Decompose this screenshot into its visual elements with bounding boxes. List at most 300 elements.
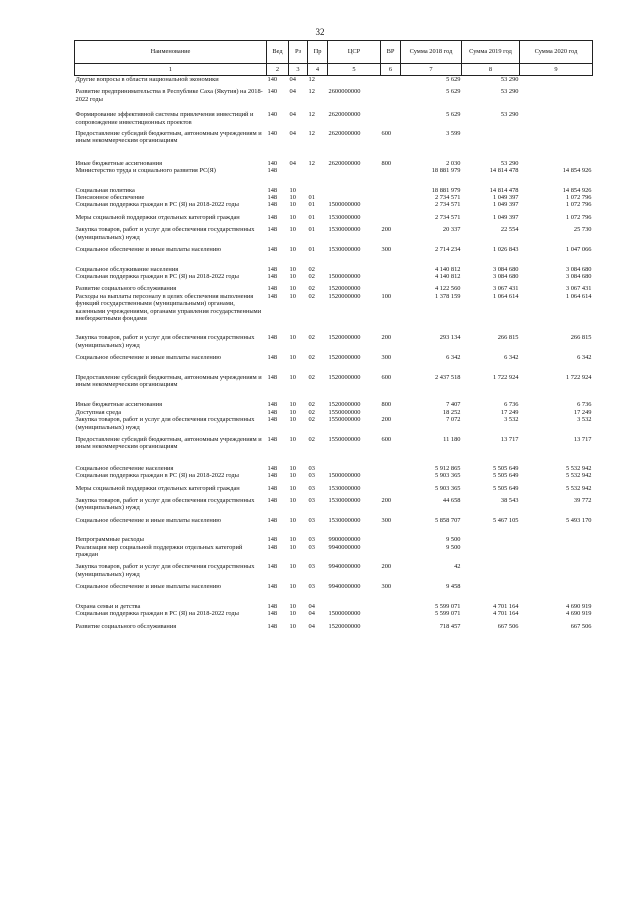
cell-rz: 10 [289, 408, 296, 416]
cell-sum-2018: 5 903 365 [434, 472, 461, 480]
cell-sum-2019: 1 049 397 [492, 194, 519, 202]
cell-csr: 1530000000 [328, 497, 361, 505]
cell-rz: 10 [289, 354, 296, 362]
cell-ved: 148 [267, 497, 278, 505]
cell-name: Закупка товаров, работ и услуг для обеспечения государственных (муниципальных) нужд [75, 497, 255, 512]
cell-pr: 01 [308, 194, 315, 202]
cell-sum-2018: 4 122 560 [434, 285, 461, 293]
cell-sum-2018: 9 500 [446, 536, 461, 544]
table-row [75, 167, 593, 174]
cell-name: Закупка товаров, работ и услуг для обеспечения государственных (муниципальных) нужд [75, 416, 255, 431]
cell-sum-2020: 3 084 680 [565, 272, 592, 280]
cell-csr [328, 194, 381, 201]
row-spacer [75, 254, 593, 266]
cell-sum-2019: 5 505 649 [492, 464, 519, 472]
cell-sum-2018: 5 629 [446, 111, 461, 119]
cell-csr: 1530000000 [328, 484, 361, 492]
cell-csr [328, 76, 381, 84]
row-spacer-cell [75, 175, 593, 187]
cell-vr [381, 111, 401, 126]
cell-sum-2019 [462, 536, 520, 543]
cell-pr: 03 [308, 583, 315, 591]
column-number: 7 [401, 64, 462, 76]
header-csr: ЦСР [328, 41, 381, 64]
cell-csr: 1550000000 [328, 416, 361, 424]
cell-pr: 02 [308, 285, 315, 293]
cell-ved: 148 [267, 472, 278, 480]
cell-pr: 04 [308, 602, 315, 610]
cell-pr: 02 [308, 373, 315, 381]
cell-sum-2019: 6 342 [504, 354, 519, 362]
cell-rz: 10 [289, 201, 296, 209]
cell-pr: 02 [308, 401, 315, 409]
cell-rz: 10 [289, 464, 296, 472]
cell-sum-2020: 1 072 796 [565, 213, 592, 221]
cell-sum-2018: 5 903 365 [434, 484, 461, 492]
cell-rz: 10 [289, 536, 296, 544]
table-row [75, 409, 593, 416]
cell-sum-2019: 17 249 [500, 408, 519, 416]
table-row [75, 273, 593, 280]
cell-sum-2019: 53 290 [500, 111, 519, 119]
cell-pr: 02 [308, 354, 315, 362]
table-row [75, 130, 593, 145]
cell-rz [289, 167, 308, 174]
cell-csr [328, 603, 381, 610]
column-number: 9 [520, 64, 593, 76]
row-spacer-cell [75, 451, 593, 465]
cell-name: Социальная поддержка граждан в РС (Я) на 2018-2022 годы [75, 610, 239, 618]
cell-rz: 10 [289, 213, 296, 221]
cell-name: Меры социальной поддержки отдельных категорий граждан [75, 213, 240, 221]
cell-name: Закупка товаров, работ и услуг для обеспечения государственных (муниципальных) нужд [75, 334, 255, 349]
table-row [75, 497, 593, 512]
table-row [75, 610, 593, 617]
cell-sum-2019: 4 701 164 [492, 602, 519, 610]
cell-rz: 10 [289, 610, 296, 618]
cell-name: Формирование эффективной системы привлечения инвестиций и сопровождение инвестиционных проектов [75, 111, 254, 126]
cell-sum-2018: 718 457 [439, 622, 461, 630]
cell-vr: 800 [381, 159, 392, 167]
cell-sum-2019: 14 814 478 [489, 167, 519, 175]
cell-ved: 148 [267, 484, 278, 492]
cell-sum-2018: 18 881 979 [431, 186, 461, 194]
table-row [75, 214, 593, 221]
cell-pr: 02 [308, 334, 315, 342]
cell-sum-2019: 1 049 397 [492, 213, 519, 221]
header-sum-2019: Сумма 2019 год [462, 41, 520, 64]
cell-sum-2020: 3 067 431 [565, 285, 592, 293]
cell-sum-2018: 5 912 865 [434, 464, 461, 472]
cell-sum-2019: 53 290 [500, 88, 519, 96]
cell-pr: 12 [308, 76, 315, 83]
table-row [75, 187, 593, 194]
cell-vr: 200 [381, 563, 392, 571]
cell-pr: 02 [308, 436, 315, 443]
cell-csr: 1520000000 [328, 622, 361, 630]
cell-ved: 148 [267, 186, 278, 194]
cell-vr [381, 214, 401, 221]
column-number: 6 [381, 64, 401, 76]
cell-sum-2018: 2 734 571 [434, 213, 461, 221]
cell-vr [381, 201, 401, 208]
cell-ved: 140 [267, 159, 278, 167]
cell-rz: 10 [289, 563, 296, 571]
cell-sum-2020: 667 506 [570, 622, 592, 630]
cell-sum-2018: 6 342 [446, 354, 461, 362]
table-row [75, 201, 593, 208]
cell-name: Иные бюджетные ассигнования [75, 159, 163, 167]
cell-sum-2019: 1 026 843 [492, 246, 519, 254]
cell-sum-2019 [462, 544, 520, 559]
cell-pr: 12 [308, 159, 315, 167]
row-spacer-cell [75, 524, 593, 536]
cell-csr: 1530000000 [328, 516, 361, 524]
column-number: 2 [267, 64, 289, 76]
cell-sum-2020: 1 064 614 [565, 292, 592, 300]
cell-pr: 04 [308, 622, 315, 630]
cell-name: Социальная поддержка граждан в РС (Я) на 2018-2022 годы [75, 201, 239, 209]
cell-rz: 10 [289, 265, 296, 273]
header-vr: ВР [381, 41, 401, 64]
cell-csr: 1500000000 [328, 272, 361, 280]
cell-vr: 600 [381, 130, 392, 138]
cell-pr: 02 [308, 292, 315, 300]
table-row [75, 544, 593, 559]
cell-csr: 9940000000 [328, 563, 361, 571]
cell-sum-2020: 5 532 942 [565, 484, 592, 492]
column-number: 5 [328, 64, 381, 76]
cell-pr: 04 [308, 610, 315, 618]
cell-ved: 148 [267, 246, 278, 254]
cell-ved: 148 [267, 563, 278, 571]
cell-csr [328, 266, 381, 273]
cell-name: Министерство труда и социального развития РС(Я) [75, 167, 216, 175]
cell-rz: 10 [289, 472, 296, 480]
table-row [75, 246, 593, 253]
table-row [75, 293, 593, 323]
cell-pr: 12 [308, 88, 315, 96]
cell-sum-2019: 1 064 614 [492, 292, 519, 300]
cell-ved: 148 [267, 536, 278, 544]
cell-rz: 10 [289, 602, 296, 610]
cell-ved: 148 [267, 226, 278, 234]
cell-ved: 148 [267, 622, 278, 630]
cell-vr [381, 273, 401, 280]
cell-rz: 10 [289, 334, 296, 342]
table-row [75, 266, 593, 273]
row-spacer [75, 362, 593, 374]
table-row [75, 623, 593, 630]
table-row [75, 401, 593, 408]
cell-name: Социальное обслуживание населения [75, 265, 179, 273]
row-spacer [75, 388, 593, 401]
cell-name: Социальное обеспечение и иные выплаты населению [75, 583, 222, 591]
table-body [75, 76, 593, 630]
cell-ved: 148 [267, 408, 278, 416]
cell-sum-2020 [520, 160, 593, 167]
cell-ved: 148 [267, 610, 278, 618]
cell-sum-2020: 1 047 066 [565, 246, 592, 254]
cell-ved: 148 [267, 354, 278, 362]
cell-vr [381, 472, 401, 479]
cell-sum-2020: 13 717 [573, 436, 592, 443]
cell-ved: 148 [267, 401, 278, 409]
cell-vr [381, 194, 401, 201]
column-number: 4 [308, 64, 328, 76]
cell-rz: 10 [289, 484, 296, 492]
cell-rz: 04 [289, 88, 296, 96]
cell-vr [381, 409, 401, 416]
cell-sum-2018: 20 337 [442, 226, 461, 234]
cell-name: Реализация мер социальной поддержки отдельных категорий граждан [75, 543, 243, 559]
cell-sum-2018: 2 734 571 [434, 201, 461, 209]
cell-rz: 10 [289, 436, 296, 443]
cell-rz: 10 [289, 583, 296, 591]
cell-name: Охрана семьи и детства [75, 602, 141, 610]
cell-ved: 148 [267, 602, 278, 610]
cell-pr: 03 [308, 497, 315, 505]
cell-sum-2019: 3 084 680 [492, 265, 519, 273]
cell-ved: 148 [267, 167, 278, 175]
cell-ved: 148 [267, 285, 278, 293]
table-row [75, 334, 593, 349]
cell-csr: 1520000000 [328, 334, 361, 342]
column-number: 8 [462, 64, 520, 76]
table-row [75, 226, 593, 241]
row-spacer-cell [75, 254, 593, 266]
cell-ved: 148 [267, 583, 278, 591]
row-spacer [75, 145, 593, 160]
row-spacer [75, 591, 593, 603]
cell-sum-2018: 3 599 [446, 130, 461, 138]
cell-sum-2019: 667 506 [497, 622, 519, 630]
cell-name: Социальное обеспечение и иные выплаты населению [75, 354, 222, 362]
cell-name: Предоставление субсидий бюджетным, автономным учреждениям и иным некоммерческим организациям [75, 373, 262, 388]
cell-rz: 10 [289, 401, 296, 409]
cell-csr: 1500000000 [328, 201, 361, 209]
budget-table [74, 40, 593, 630]
row-spacer-cell [75, 388, 593, 401]
cell-name: Иные бюджетные ассигнования [75, 401, 163, 409]
cell-sum-2018: 2 437 518 [434, 373, 461, 381]
cell-ved: 148 [267, 265, 278, 273]
cell-sum-2019: 5 467 105 [492, 516, 519, 524]
cell-sum-2020: 266 815 [570, 334, 592, 342]
cell-ved: 148 [267, 272, 278, 280]
cell-rz: 10 [289, 543, 296, 551]
cell-sum-2020 [520, 130, 593, 145]
cell-sum-2020: 1 072 796 [565, 194, 592, 202]
cell-csr: 2600000000 [328, 88, 361, 96]
row-spacer-cell [75, 145, 593, 160]
column-number: 1 [75, 64, 267, 76]
cell-sum-2020 [520, 88, 593, 103]
cell-pr: 12 [308, 111, 315, 119]
cell-sum-2019 [462, 563, 520, 578]
cell-sum-2020: 1 072 796 [565, 201, 592, 209]
cell-sum-2020: 4 690 919 [565, 610, 592, 618]
cell-rz: 04 [289, 76, 296, 83]
cell-csr: 1530000000 [328, 246, 361, 254]
cell-sum-2020: 25 730 [573, 226, 592, 234]
cell-csr: 1530000000 [328, 226, 361, 234]
row-spacer [75, 103, 593, 111]
cell-sum-2018: 7 407 [446, 401, 461, 409]
cell-vr [381, 536, 401, 543]
cell-pr: 02 [308, 265, 315, 273]
cell-vr: 100 [381, 292, 392, 300]
cell-sum-2018: 2 030 [446, 159, 461, 167]
cell-csr: 1550000000 [328, 408, 361, 416]
cell-ved: 148 [267, 543, 278, 551]
cell-csr: 1520000000 [328, 285, 361, 293]
cell-rz: 10 [289, 416, 296, 424]
cell-rz: 10 [289, 497, 296, 505]
cell-csr: 1520000000 [328, 401, 361, 409]
table-row [75, 354, 593, 361]
cell-sum-2019 [462, 583, 520, 590]
cell-sum-2018: 11 180 [443, 436, 461, 443]
cell-sum-2018: 5 858 707 [434, 516, 461, 524]
cell-name: Расходы на выплаты персоналу в целях обеспечения выполнения функций государственными (муниципальными) органами, казенными учреждениями, органами управления государственными внебюджетными фондами [75, 292, 262, 322]
cell-ved: 148 [267, 292, 278, 300]
cell-sum-2018: 4 140 812 [434, 265, 461, 273]
cell-sum-2019: 5 505 649 [492, 472, 519, 480]
cell-name: Социальная поддержка граждан в РС (Я) на 2018-2022 годы [75, 272, 239, 280]
cell-sum-2020 [520, 111, 593, 126]
cell-vr: 300 [381, 516, 392, 524]
cell-pr: 03 [308, 464, 315, 472]
cell-sum-2020: 5 532 942 [565, 464, 592, 472]
cell-vr [381, 465, 401, 472]
cell-sum-2018: 5 599 071 [434, 610, 461, 618]
row-spacer-cell [75, 362, 593, 374]
cell-csr [328, 167, 381, 174]
cell-ved: 140 [267, 88, 278, 96]
cell-name: Доступная среда [75, 408, 122, 416]
cell-pr: 01 [308, 201, 315, 209]
cell-sum-2020: 5 493 170 [565, 516, 592, 524]
cell-name: Социальная поддержка граждан в РС (Я) на 2018-2022 годы [75, 472, 239, 480]
cell-csr: 2620000000 [328, 159, 361, 167]
cell-sum-2020: 3 084 680 [565, 265, 592, 273]
cell-sum-2020: 5 532 942 [565, 472, 592, 480]
cell-vr [381, 623, 401, 630]
table-row [75, 416, 593, 431]
cell-ved: 148 [267, 416, 278, 424]
cell-rz: 10 [289, 186, 296, 194]
cell-vr [381, 266, 401, 273]
cell-csr: 1500000000 [328, 610, 361, 618]
cell-pr: 03 [308, 543, 315, 551]
cell-vr: 200 [381, 334, 392, 342]
cell-rz: 10 [289, 246, 296, 254]
cell-vr: 200 [381, 416, 392, 424]
cell-ved: 148 [267, 201, 278, 209]
cell-csr: 2620000000 [328, 111, 361, 119]
column-number: 3 [289, 64, 308, 76]
cell-sum-2018: 44 658 [442, 497, 461, 505]
cell-vr [381, 285, 401, 292]
cell-name: Социальное обеспечение и иные выплаты населению [75, 516, 222, 524]
cell-sum-2018: 9 458 [446, 583, 461, 591]
cell-sum-2019: 13 717 [500, 436, 519, 443]
cell-pr: 02 [308, 272, 315, 280]
cell-sum-2018: 2 714 234 [434, 246, 461, 254]
cell-rz: 04 [289, 111, 296, 119]
cell-rz: 10 [289, 622, 296, 630]
cell-ved: 140 [267, 130, 278, 138]
cell-name: Развитие социального обслуживания [75, 285, 177, 293]
cell-sum-2019: 266 815 [497, 334, 519, 342]
table-row [75, 374, 593, 389]
cell-sum-2020: 3 532 [577, 416, 592, 424]
cell-ved: 148 [267, 213, 278, 221]
cell-sum-2020 [520, 583, 593, 590]
cell-sum-2020 [520, 544, 593, 559]
cell-sum-2020: 4 690 919 [565, 602, 592, 610]
cell-sum-2018: 5 629 [446, 76, 461, 83]
header-pr: Пр [308, 41, 328, 64]
cell-name: Предоставление субсидий бюджетным, автономным учреждениям и иным некоммерческим организациям [75, 436, 262, 451]
header-rz: Рз [289, 41, 308, 64]
cell-pr: 03 [308, 472, 315, 480]
cell-pr [308, 187, 328, 194]
cell-sum-2019: 14 814 478 [489, 186, 519, 194]
cell-csr: 1550000000 [328, 436, 361, 443]
cell-ved: 148 [267, 516, 278, 524]
header-name: Наименование [75, 41, 267, 64]
table-row [75, 160, 593, 167]
cell-ved: 148 [267, 464, 278, 472]
cell-rz: 10 [289, 285, 296, 293]
cell-pr: 03 [308, 516, 315, 524]
cell-sum-2019: 53 290 [500, 159, 519, 167]
cell-vr: 800 [381, 401, 392, 409]
cell-ved: 148 [267, 373, 278, 381]
table-row [75, 88, 593, 103]
table-row [75, 194, 593, 201]
table-row [75, 472, 593, 479]
cell-sum-2020: 39 772 [573, 497, 592, 505]
cell-sum-2019: 6 736 [504, 401, 519, 409]
cell-csr [328, 465, 381, 472]
cell-vr [381, 485, 401, 492]
cell-pr: 12 [308, 130, 315, 138]
cell-sum-2018: 4 140 812 [434, 272, 461, 280]
row-spacer [75, 524, 593, 536]
row-spacer-cell [75, 591, 593, 603]
cell-csr: 9900000000 [328, 536, 361, 544]
cell-pr: 02 [308, 408, 315, 416]
cell-csr: 9940000000 [328, 543, 361, 551]
page-number: 32 [315, 27, 325, 37]
cell-sum-2018: 7 072 [446, 416, 461, 424]
cell-vr: 300 [381, 246, 392, 254]
header-ved: Вед [267, 41, 289, 64]
cell-rz: 04 [289, 159, 296, 167]
cell-csr: 1520000000 [328, 354, 361, 362]
cell-vr [381, 88, 401, 103]
cell-sum-2020: 14 854 926 [562, 167, 592, 175]
cell-sum-2019: 1 049 397 [492, 201, 519, 209]
cell-sum-2019: 53 290 [500, 76, 519, 83]
cell-pr [308, 167, 328, 174]
cell-sum-2020: 14 854 926 [562, 186, 592, 194]
cell-rz: 10 [289, 292, 296, 300]
cell-pr: 01 [308, 226, 315, 234]
